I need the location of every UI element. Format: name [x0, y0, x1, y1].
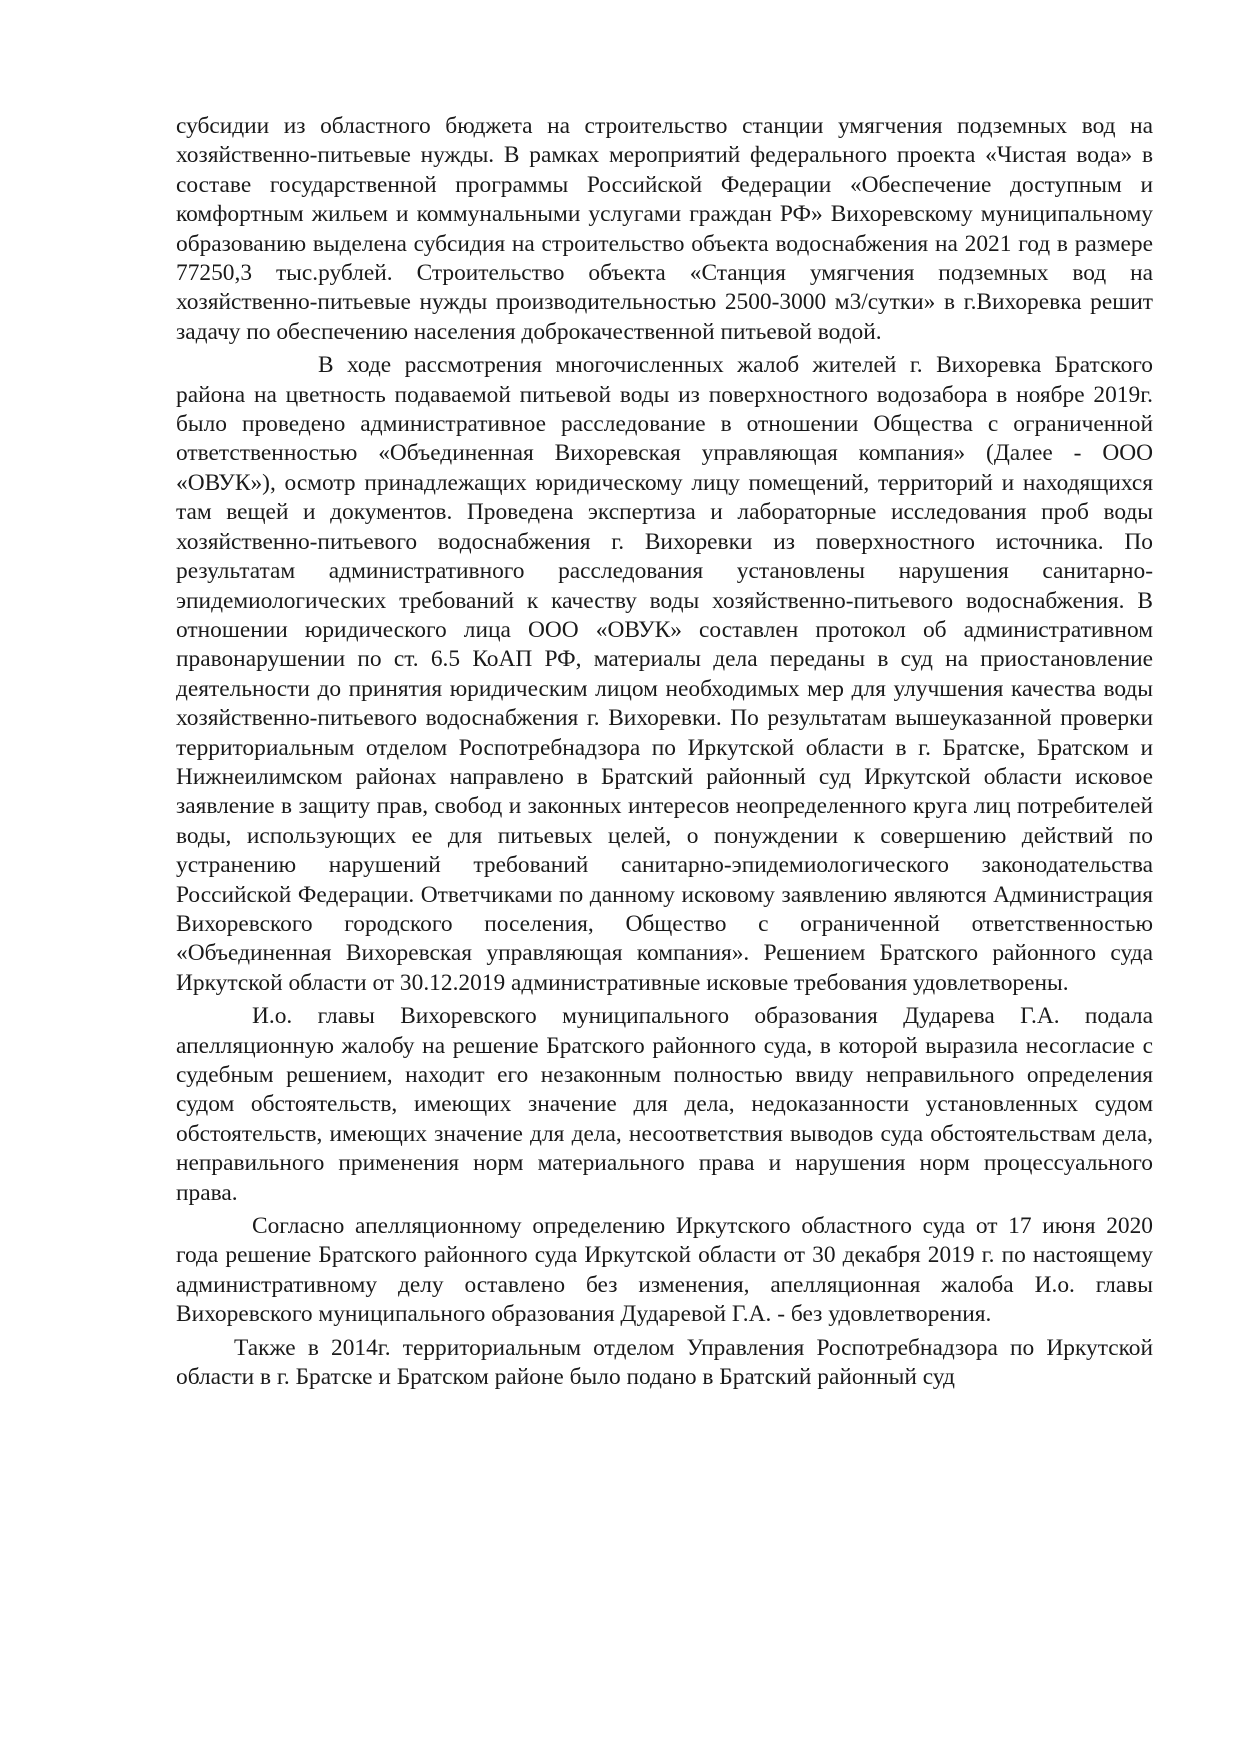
- paragraph-appeal: И.о. главы Вихоревского муниципального образования Дударева Г.А. подала апелляционную жалобу на решение Братского районного суда, в которой выразила несогласие с судебным решением, находит его незаконным полностью ввиду неправильного определения судом обстоятельств, имеющих значение для дела, недоказанности установленных судом обстоятельств, имеющих значение для дела, несоответствия выводов суда обстоятельствам дела, неправильного применения норм материального права и нарушения норм процессуального права.: [176, 1003, 1153, 1206]
- document-page: [176, 112, 1153, 1392]
- paragraph-appellate-ruling: Согласно апелляционному определению Иркутского областного суда от 17 июня 2020 года решение Братского районного суда Иркутской области от 30 декабря 2019 г. по настоящему административному делу оставлено без изменения, апелляционная жалоба И.о. главы Вихоревского муниципального образования Дударевой Г.А. - без удовлетворения.: [176, 1213, 1153, 1328]
- paragraph-investigation: В ходе рассмотрения многочисленных жалоб жителей г. Вихоревка Братского района на цветность подаваемой питьевой воды из поверхностного водозабора в ноябре 2019г. было проведено административное расследование в отношении Общества с ограниченной ответственностью «Объединенная Вихоревская управляющая компания» (Далее - ООО «ОВУК»), осмотр принадлежащих юридическому лицу помещений, территорий и находящихся там вещей и документов. Проведена экспертиза и лабораторные исследования проб воды хозяйственно-питьевого водоснабжения г. Вихоревки из поверхностного источника. По результатам административного расследования установлены нарушения санитарно-эпидемиологических требований к качеству воды хозяйственно-питьевого водоснабжения. В отношении юридического лица ООО «ОВУК» составлен протокол об административном правонарушении по ст. 6.5 КоАП РФ, материалы дела переданы в суд на приостановление деятельности до принятия юридическим лицом необходимых мер для улучшения качества воды хозяйственно-питьевого водоснабжения г. Вихоревки. По результатам вышеуказанной проверки территориальным отделом Роспотребнадзора по Иркутской области в г. Братске, Братском и Нижнеилимском районах направлено в Братский районный суд Иркутской области исковое заявление в защиту прав, свобод и законных интересов неопределенного круга лиц потребителей воды, использующих ее для питьевых целей, о понуждении к совершению действий по устранению нарушений требований санитарно-эпидемиологического законодательства Российской Федерации. Ответчиками по данному исковому заявлению являются Администрация Вихоревского городского поселения, Общество с ограниченной ответственностью «Объединенная Вихоревская управляющая компания». Решением Братского районного суда Иркутской области от 30.12.2019 административные исковые требования удовлетворены.: [176, 352, 1153, 996]
- paragraph-subsidy: субсидии из областного бюджета на строительство станции умягчения подземных вод на хозяйственно-питьевые нужды. В рамках мероприятий федерального проекта «Чистая вода» в составе государственной программы Российской Федерации «Обеспечение доступным и комфортным жильем и коммунальными услугами граждан РФ» Вихоревскому муниципальному образованию выделена субсидия на строительство объекта водоснабжения на 2021 год в размере 77250,3 тыс.рублей. Строительство объекта «Станция умягчения подземных вод на хозяйственно-питьевые нужды производительностью 2500-3000 м3/сутки» в г.Вихоревка решит задачу по обеспечению населения доброкачественной питьевой водой.: [176, 113, 1153, 345]
- paragraph-2014-claim: Также в 2014г. территориальным отделом Управления Роспотребнадзора по Иркутской области в г. Братске и Братском районе было подано в Братский районный суд: [176, 1334, 1153, 1391]
